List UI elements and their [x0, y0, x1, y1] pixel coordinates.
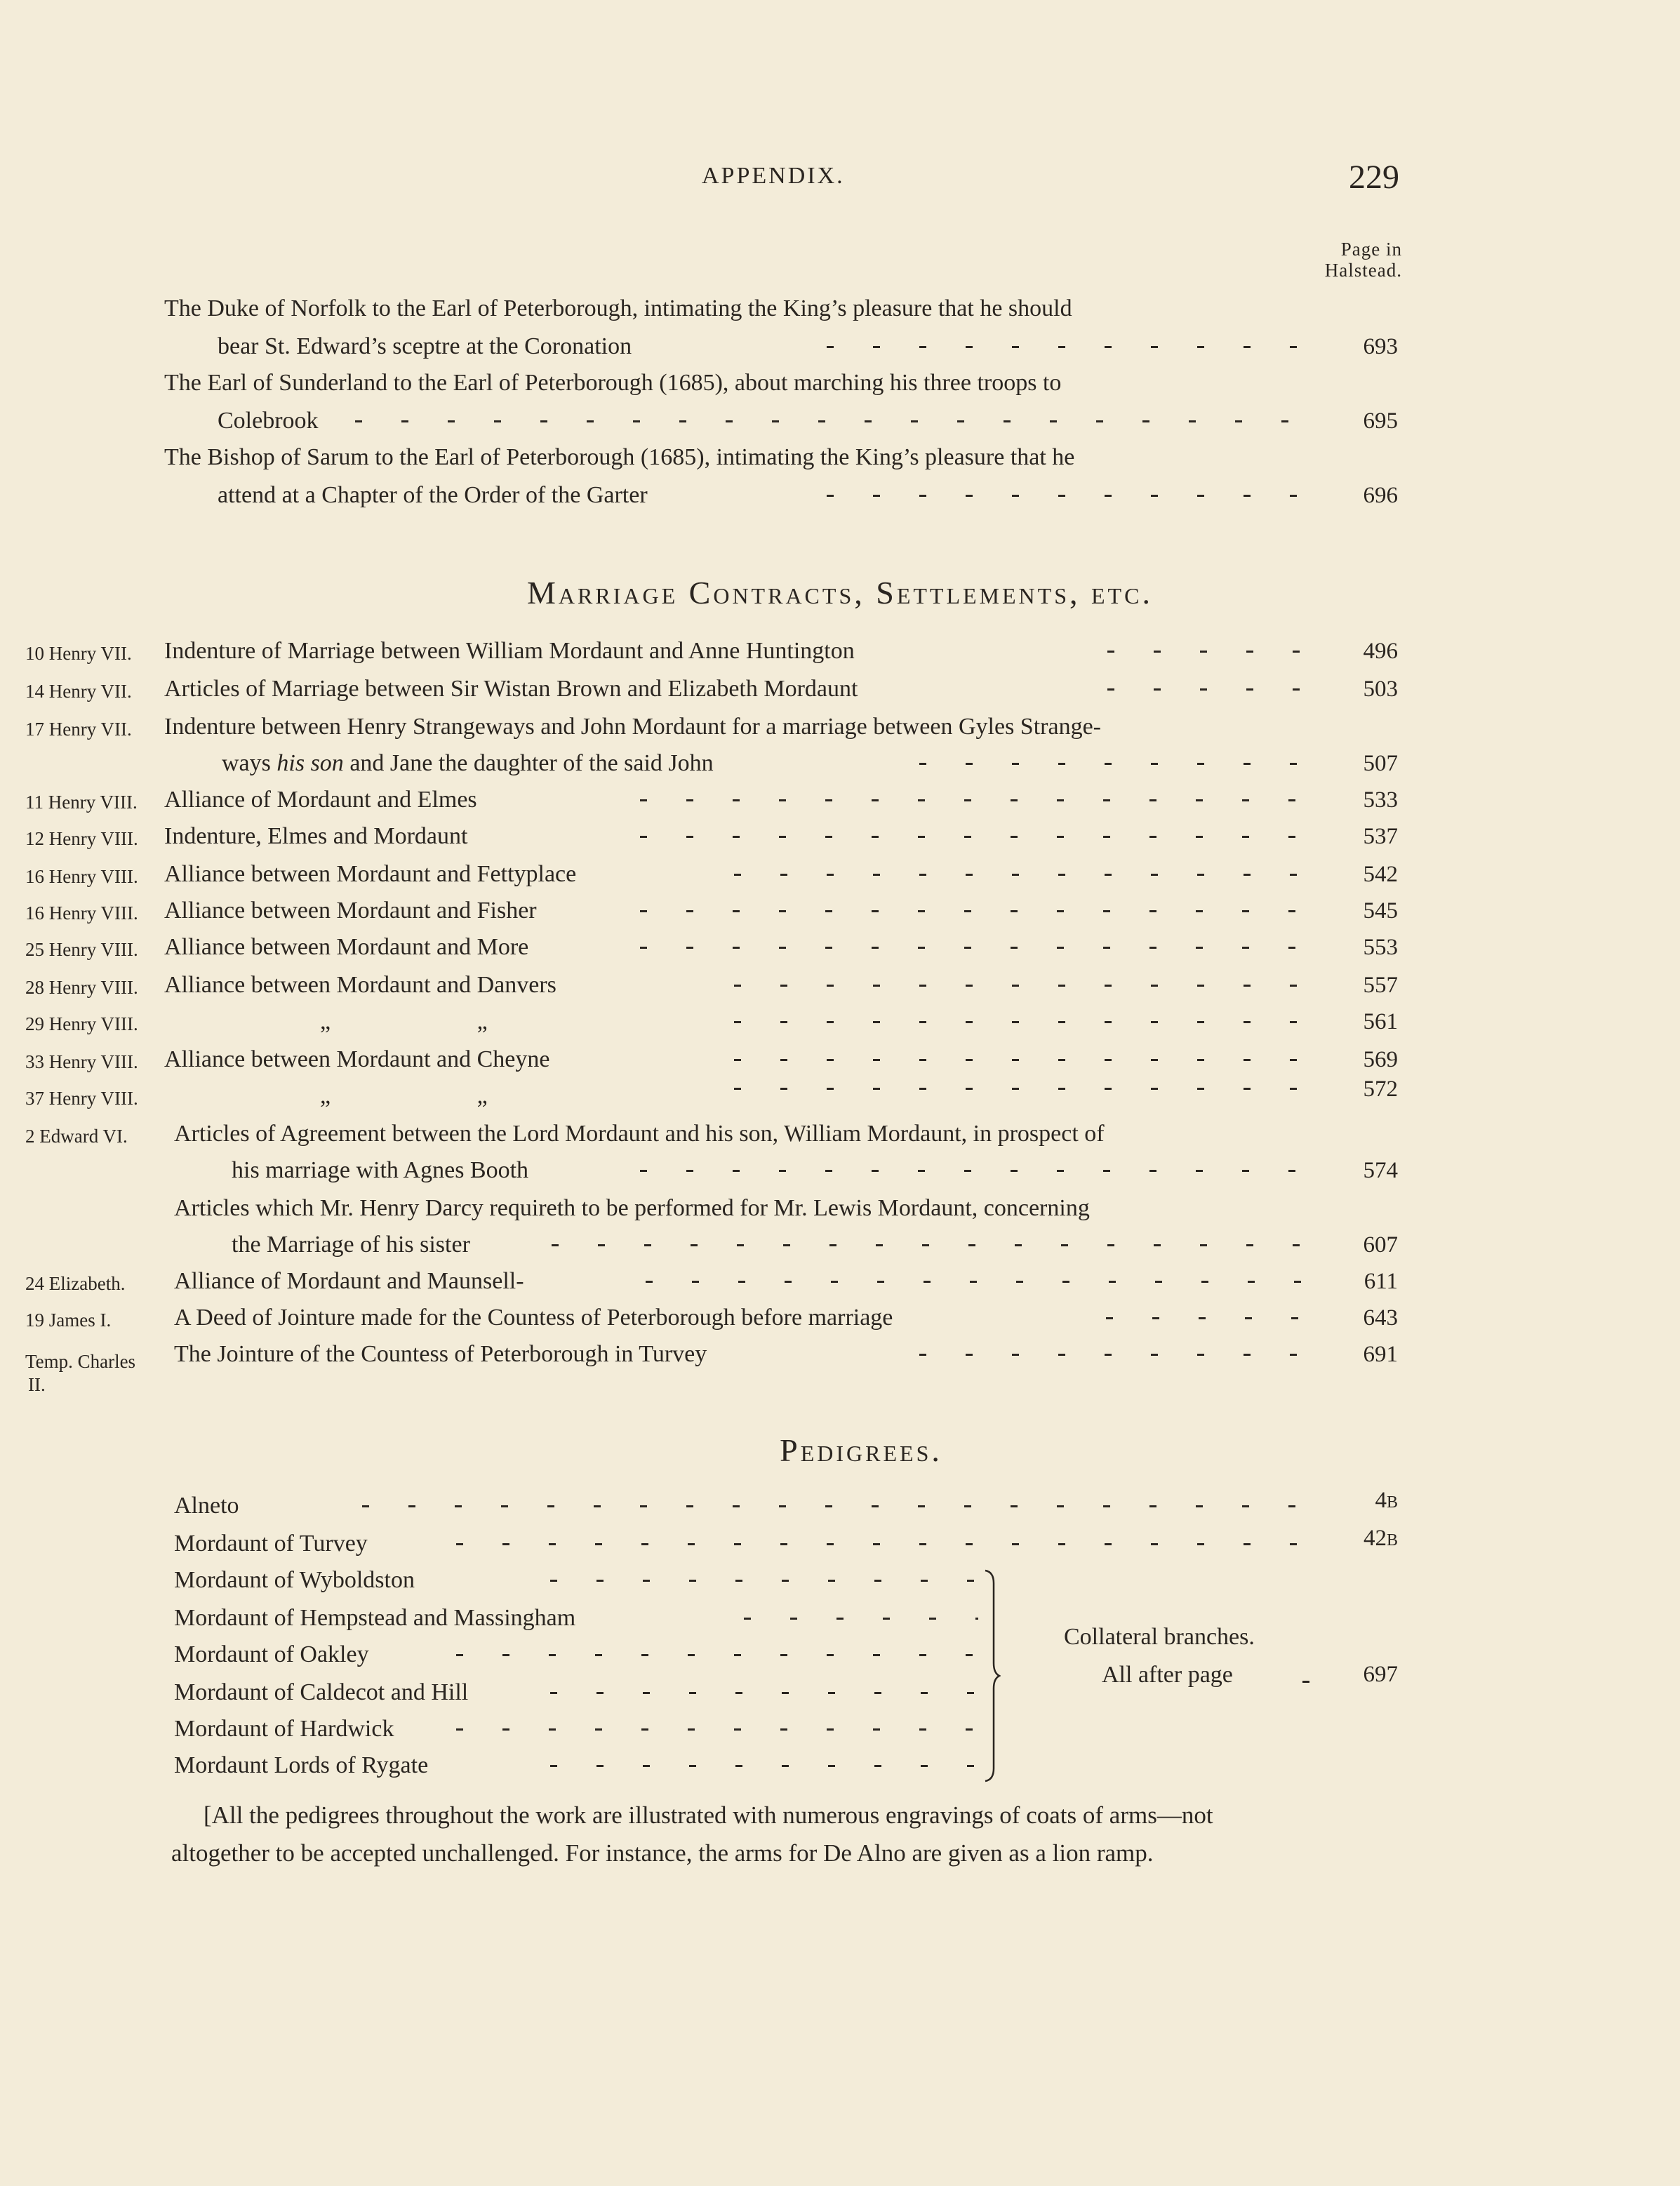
entry-text: Articles of Marriage between Sir Wistan Brown and Elizabeth Mordaunt [164, 676, 858, 702]
pedigree-entry [0, 1637, 1680, 1673]
column-heading-line1: Page in [1340, 239, 1402, 260]
dot-leader [1106, 1317, 1315, 1319]
letter-text: Colebrook [218, 408, 319, 434]
reign-date: 2 Edward VI. [25, 1126, 128, 1147]
reign-date: 12 Henry VIII. [25, 828, 138, 849]
pedigree-entry [0, 1600, 1680, 1637]
footnote-line: [All the pedigrees throughout the work are illustrated with numerous engravings of coats of arms—not [204, 1801, 1213, 1829]
page-ref: 696 [1363, 483, 1398, 508]
entry-text: Alliance between Mordaunt and Danvers [164, 972, 556, 998]
letter-text: The Duke of Norfolk to the Earl of Peterborough, intimating the King’s pleasure that he should [164, 295, 1072, 321]
letter-text: The Bishop of Sarum to the Earl of Peterborough (1685), intimating the King’s pleasure that he [164, 444, 1075, 470]
dot-leader [1302, 1681, 1309, 1683]
marriage-entry [0, 1190, 1680, 1227]
page-ref: 697 [1363, 1662, 1398, 1687]
marriage-entry [0, 671, 1680, 707]
letter-text: The Earl of Sunderland to the Earl of Peterborough (1685), about marching his three troops to [164, 370, 1062, 396]
marriage-entry [0, 818, 1680, 855]
page-ref: 545 [1363, 898, 1398, 924]
entry-text: Indenture between Henry Strangeways and John Mordaunt for a marriage between Gyles Strange- [164, 714, 1101, 740]
page-ref: 553 [1363, 935, 1398, 960]
footnote-paragraph [171, 1797, 1401, 1872]
page-ref: 569 [1363, 1047, 1398, 1072]
entry-text: Indenture of Marriage between William Mordaunt and Anne Huntington [164, 638, 855, 664]
pedigree-name: Mordaunt of Hardwick [174, 1716, 394, 1742]
dot-leader [1107, 688, 1315, 691]
entry-text: the Marriage of his sister [232, 1232, 470, 1258]
marriage-entry [0, 782, 1680, 818]
dot-leader [646, 1281, 1315, 1283]
dot-leader [456, 1543, 1315, 1545]
reign-date: 11 Henry VIII. [25, 792, 138, 813]
marriage-entry [0, 893, 1680, 929]
dot-leader [919, 1354, 1315, 1356]
dot-leader [734, 985, 1315, 987]
marriage-entry [0, 1041, 1680, 1078]
ditto-marks: „ „ [320, 1008, 488, 1034]
page-ref: 643 [1363, 1305, 1398, 1331]
page-number: 229 [1349, 159, 1399, 196]
reign-date: Temp. Charles [25, 1351, 136, 1372]
entry-text: his marriage with Agnes Booth [232, 1157, 529, 1183]
marriage-entry [0, 1263, 1680, 1300]
page-ref: 42B [1363, 1526, 1398, 1551]
entry-text: The Jointure of the Countess of Peterborough in Turvey [174, 1341, 707, 1367]
pedigree-name: Mordaunt of Oakley [174, 1641, 369, 1667]
reign-date: 10 Henry VII. [25, 643, 132, 664]
marriage-section-title: Marriage Contracts, Settlements, etc. [527, 575, 1153, 611]
column-heading [1325, 239, 1402, 281]
page-ref: 607 [1363, 1232, 1398, 1258]
marriage-entry [0, 633, 1680, 669]
dot-leader [919, 763, 1315, 765]
marriage-entry [0, 1336, 1680, 1373]
marriage-entry [0, 929, 1680, 966]
marriage-entry [0, 709, 1680, 745]
pedigree-entry [0, 1488, 1680, 1524]
marriage-entry-continuation [0, 745, 1680, 782]
pedigree-name: Mordaunt Lords of Rygate [174, 1752, 429, 1778]
dot-leader [640, 947, 1315, 949]
reign-date: 14 Henry VII. [25, 681, 132, 702]
reign-date: 16 Henry VIII. [25, 902, 138, 924]
dot-leader [550, 1765, 978, 1767]
letter-entry-line [0, 291, 1680, 327]
letter-entry-line [0, 365, 1680, 401]
pedigree-entry [0, 1711, 1680, 1747]
page-ref: 503 [1363, 677, 1398, 702]
pedigree-entry [0, 1747, 1680, 1784]
letter-text: bear St. Edward’s sceptre at the Coronation [218, 333, 632, 359]
marriage-entry [0, 1300, 1680, 1336]
entry-text: ways his son and Jane the daughter of the said John [222, 750, 714, 776]
reign-date: 16 Henry VIII. [25, 866, 138, 887]
entry-text: Alliance between Mordaunt and Fisher [164, 898, 537, 924]
pedigree-entry [0, 1526, 1680, 1562]
entry-text: Alliance between Mordaunt and More [164, 934, 529, 960]
pedigree-name: Mordaunt of Caldecot and Hill [174, 1679, 469, 1705]
page-ref: 693 [1363, 334, 1398, 359]
letter-entry-line [0, 477, 1680, 514]
page-ref: 695 [1363, 408, 1398, 434]
dot-leader [744, 1618, 978, 1620]
letter-entry-line [0, 403, 1680, 439]
dot-leader [640, 799, 1315, 801]
dot-leader [640, 1170, 1315, 1172]
letter-entry-line [0, 439, 1680, 476]
pedigree-entry [0, 1562, 1680, 1599]
pedigree-name: Mordaunt of Wyboldston [174, 1567, 415, 1593]
running-head: APPENDIX. [702, 163, 845, 189]
dot-leader [362, 1505, 1315, 1507]
reign-date: 17 Henry VII. [25, 719, 132, 740]
dot-leader [1107, 651, 1315, 653]
page-ref: 572 [1363, 1077, 1398, 1102]
pedigree-name: Alneto [174, 1493, 239, 1519]
entry-text: Alliance between Mordaunt and Cheyne [164, 1046, 550, 1072]
footnote-line: altogether to be accepted unchallenged. For instance, the arms for De Alno are given as a lion ramp. [171, 1839, 1154, 1867]
pedigrees-section-title: Pedigrees. [780, 1432, 942, 1468]
page-ref: 537 [1363, 824, 1398, 849]
dot-leader [827, 346, 1315, 348]
page-ref: 691 [1363, 1342, 1398, 1367]
dot-leader [456, 1728, 978, 1731]
page-ref: 561 [1363, 1009, 1398, 1034]
entry-text: Alliance of Mordaunt and Elmes [164, 787, 477, 813]
marriage-entry [0, 856, 1680, 893]
all-after-label: All after page [1102, 1662, 1233, 1688]
page-ref: 557 [1363, 973, 1398, 998]
entry-text: Indenture, Elmes and Mordaunt [164, 823, 468, 849]
letter-text: attend at a Chapter of the Order of the Garter [218, 482, 648, 508]
collateral-branches-label: Collateral branches. [1064, 1624, 1255, 1650]
entry-text: Alliance between Mordaunt and Fettyplace [164, 861, 577, 887]
reign-date: 19 James I. [25, 1309, 112, 1331]
right-brace [982, 1569, 1001, 1782]
marriage-entry [0, 967, 1680, 1004]
page-ref: 4B [1375, 1488, 1398, 1513]
column-heading-line2: Halstead. [1324, 260, 1402, 281]
marriage-entry [0, 1116, 1680, 1152]
pedigree-name: Mordaunt of Hempstead and Massingham [174, 1605, 576, 1631]
dot-leader [456, 1654, 978, 1656]
marriage-entry [0, 1004, 1680, 1040]
dot-leader [640, 910, 1315, 912]
entry-text: Articles of Agreement between the Lord Mordaunt and his son, William Mordaunt, in prospect of [174, 1121, 1105, 1147]
dot-leader [734, 874, 1315, 876]
reign-date-continuation: II. [28, 1374, 46, 1395]
reign-date: 28 Henry VIII. [25, 977, 138, 998]
entry-text: Articles which Mr. Henry Darcy requireth to be performed for Mr. Lewis Mordaunt, concerning [174, 1195, 1090, 1221]
marriage-entry-continuation [0, 1227, 1680, 1263]
dot-leader [734, 1088, 1315, 1090]
dot-leader [550, 1580, 978, 1582]
italic-phrase: his son [276, 750, 344, 776]
entry-text: A Deed of Jointure made for the Countess of Peterborough before marriage [174, 1305, 893, 1331]
dot-leader [552, 1244, 1315, 1246]
dot-leader [827, 495, 1315, 497]
reign-date: 33 Henry VIII. [25, 1051, 138, 1072]
letter-entry-line [0, 328, 1680, 365]
ditto-marks: „ „ [320, 1083, 488, 1109]
marriage-entry-continuation [0, 1152, 1680, 1189]
dot-leader [734, 1059, 1315, 1061]
page-ref: 611 [1364, 1269, 1398, 1294]
marriage-entry [0, 1078, 1680, 1114]
page-ref: 507 [1363, 751, 1398, 776]
page-ref: 542 [1363, 862, 1398, 887]
dot-leader [734, 1021, 1315, 1023]
reign-date: 25 Henry VIII. [25, 939, 138, 960]
dot-leader [355, 420, 1315, 422]
entry-text: Alliance of Mordaunt and Maunsell- [174, 1268, 524, 1294]
pedigree-name: Mordaunt of Turvey [174, 1531, 368, 1557]
dot-leader [550, 1692, 978, 1694]
page-ref: 533 [1363, 787, 1398, 813]
page-ref: 574 [1363, 1158, 1398, 1183]
dot-leader [640, 836, 1315, 838]
reign-date: 37 Henry VIII. [25, 1088, 138, 1109]
page-ref: 496 [1363, 639, 1398, 664]
reign-date: 24 Elizabeth. [25, 1273, 126, 1294]
pedigree-entry [0, 1674, 1680, 1711]
reign-date: 29 Henry VIII. [25, 1013, 138, 1034]
